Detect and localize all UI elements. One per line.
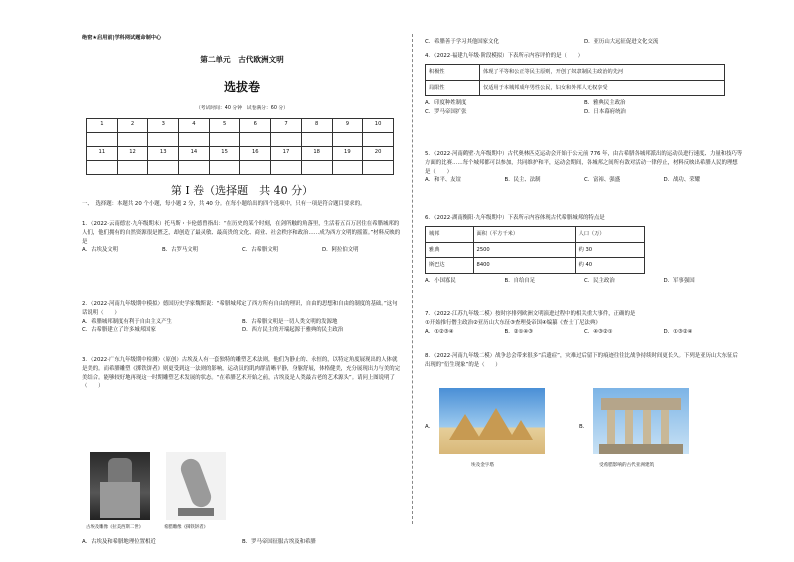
question-stem: 7．（2022·江苏九年级二模）按时序排列欧洲文明演进过程中的相关重大事件，正确的是 [425,311,636,317]
answer-cell: 8 [301,119,332,133]
question-1 [82,220,402,255]
answer-cell: 14 [179,147,210,161]
question-7 [425,310,743,336]
table-header: 人口（万） [575,226,644,242]
option-a-label[interactable]: A． [425,424,435,430]
answer-blank[interactable] [240,133,271,147]
question-options [82,538,402,547]
answer-blank[interactable] [240,161,271,175]
question-stem: 4．（2022·福建九年级·阶段模拟）下表所示内容评价的是（ ） [425,53,584,59]
option-a[interactable]: A．和平、友谊 [425,177,462,184]
answer-cell: 12 [117,147,148,161]
statue-figure [178,456,214,510]
time-info: （考试时间：40 分钟 试卷满分：60 分） [195,106,288,111]
answer-grid-row-1 [87,119,394,133]
right-column [425,34,743,534]
instructions [82,200,402,209]
table-row [426,64,725,80]
question-8-images [425,388,743,478]
question-options [425,99,743,117]
image-caption: 希腊雕像《掷铁饼者》 [164,525,208,530]
answer-cell: 10 [363,119,394,133]
answer-blank[interactable] [117,161,148,175]
answer-blank[interactable] [301,161,332,175]
option-d[interactable]: D．军事强国 [663,278,695,285]
table-cell: 约 30 [575,242,644,258]
option-a[interactable]: A．希腊城邦制度有利于自由主义产生 [82,318,172,325]
image-caption: 受希腊影响的古代亚洲建筑 [599,463,655,468]
answer-blank[interactable] [271,133,302,147]
table-cell: 2500 [473,242,575,258]
table-cell: 8400 [473,258,575,274]
image-caption: 古埃及雕像《拉美西斯二世》 [86,525,144,530]
option-c[interactable]: C．④③②① [584,328,613,335]
header-note: 绝密★启用前|学科网试题命制中心 [82,35,162,41]
option-b[interactable]: B．②①④③ [504,328,533,335]
option-c[interactable]: C．民主政治 [584,278,615,285]
option-b[interactable]: B．古希腊文明是一切人类文明的发源地 [242,318,338,325]
temple-column [661,410,669,444]
statue-base [178,508,214,516]
temple-column [625,410,633,444]
statue-head [108,458,132,484]
table-row [426,258,645,274]
option-c[interactable]: C．古希腊建立了许多城邦国家 [82,327,156,334]
table-cell: 约 40 [575,258,644,274]
answer-blank[interactable] [363,133,394,147]
question-stem: 1．（2022·云南德宏·九年级期末）托马斯・卡伦德曾指出：“在历史的某个时刻，在剑所触的角落里，生活着五百万居住在希腊城邦的人们，他们拥有的自然资源很是匮乏，却创造了最灵敏、最高贵的文化、商业、社会秩序和政治……成为西方文明的摇篮。”材料反映的是 [82,221,401,245]
option-a[interactable]: A．古埃及文明 [82,247,119,254]
option-c[interactable]: C．希腊善于学习其他国家文化 [425,39,499,45]
table-row [426,242,645,258]
option-b-label[interactable]: B． [579,424,589,430]
section-title: 第 I 卷（选择题 共 40 分） [170,184,314,197]
table-header-row [426,226,645,242]
answer-cell: 20 [363,147,394,161]
answer-grid-row-2 [87,147,394,161]
question-5 [425,150,743,185]
answer-blank[interactable] [179,133,210,147]
answer-blank[interactable] [179,161,210,175]
question-stem: 6．（2022·湖南衡阳·九年级期中）下表所示内容体现古代希腊城邦的特点是 [425,215,605,221]
option-b[interactable]: B．自给自足 [504,278,536,285]
answer-blank-row-1 [87,133,394,147]
pyramids-image[interactable] [439,388,545,454]
table-cell: 仅适用于本城邦成年男性公民，妇女和外邦人无权享受 [480,80,725,96]
answer-blank[interactable] [87,161,118,175]
answer-cell: 1 [87,119,118,133]
option-d[interactable]: D．亚历山大远征促进文化交流 [584,39,659,45]
option-a[interactable]: A．①②③④ [425,328,454,335]
answer-blank[interactable] [209,161,240,175]
question-stem: 3．（2022·广东九年级期中检测）（原创）古埃及人有一套独特的雕塑艺术法则，他们为静止的、永恒的，以特定角度展现出的人体就是美的。而希腊雕塑《掷铁饼者》则更受到这一法则的影响，运动员的肌肉群清晰平静，身躯舒展，体格健美，充分展现出力与美的完美结合。能够较好地再现这一时期雕塑艺术发展的状态。“在希腊艺术开始之前，古埃及是人类最古老的艺术源头”。请问上图说明了（ ） [82,357,401,390]
question-stem: 5．（2022·河南鹤壁·九年级期中）古代奥林匹克运动会开始于公元前 776 年，由古希腊各城邦派出的运动员进行速度、力量和技巧等方面的比赛……每个城邦都可以参加，共同维护和平，运动会期间，各城邦之间所有敌对活动一律停止，材料反映出希腊人民的理想是（ ） [425,151,743,175]
answer-cell: 19 [332,147,363,161]
table-cell: 斯巴达 [426,258,474,274]
answer-cell: 18 [301,147,332,161]
question-6 [425,214,743,286]
answer-cell: 13 [148,147,179,161]
answer-blank-row-2 [87,161,394,175]
question-options [425,277,743,286]
question-options [425,38,743,47]
question-3-images [84,452,404,534]
statue-body [100,482,140,518]
option-c[interactable]: C．富裕、强盛 [584,177,621,184]
answer-cell: 5 [209,119,240,133]
answer-blank[interactable] [87,133,118,147]
image-caption: 埃及金字塔 [471,463,494,468]
answer-blank[interactable] [117,133,148,147]
option-d[interactable]: D．西方民主的开端起源于雅典的民主政治 [242,327,344,334]
option-b[interactable]: B．古罗马文明 [162,247,199,254]
pyramid-shape [509,420,533,440]
option-a[interactable]: A．印度种姓制度 [425,100,467,107]
table-cell: 雅典 [426,242,474,258]
answer-cell: 2 [117,119,148,133]
answer-blank[interactable] [209,133,240,147]
answer-cell: 11 [87,147,118,161]
question-stem: 8．（2022·河南九年级二模）战争总会带来很多“后遗症”，灾难过后留下的痕迹往往比战争持续时间更长久。下列是亚历山大东征后出现的“衍生现象”的是（ ） [425,353,738,368]
answer-blank[interactable] [332,161,363,175]
column-divider [412,34,413,524]
table-cell: 体现了平等和公正等民主原则，开创了奴隶制民主政治的先河 [480,64,725,80]
question-stem: 2．（2022·河南九年级期中模拟）德国历史学家魏斯说：“希腊城邦定了西方所有自由的理识，自由的思想和自由的制度的基础。”这句话说明（ ） [82,301,398,316]
temple-floor [599,444,683,454]
table-header: 城邦 [426,226,474,242]
option-b[interactable]: B．罗马帝国征服古埃及和希腊 [242,539,316,545]
option-c[interactable]: C．古希腊文明 [242,247,279,254]
paper-title: 选拔卷 [223,80,260,94]
table-header: 面积（平方千米） [473,226,575,242]
question-8 [425,352,743,370]
option-d[interactable]: D．战功、荣耀 [663,177,700,184]
option-d[interactable]: D．日本幕府统治 [584,109,626,116]
answer-cell: 17 [271,147,302,161]
answer-cell: 4 [179,119,210,133]
option-b[interactable]: B．雅典民主政治 [584,100,626,107]
temple-column [607,410,615,444]
answer-cell: 7 [271,119,302,133]
question-events: ①开始推行僭主政治②亚历山大东征③查理曼帝国④编纂《查士丁尼法典》 [425,319,601,326]
q6-table [425,226,645,274]
question-2 [82,300,402,335]
answer-blank[interactable] [148,161,179,175]
pharaoh-statue-image [90,452,150,520]
question-4 [425,52,743,117]
answer-blank[interactable] [301,133,332,147]
answer-grid [86,118,394,175]
answer-blank[interactable] [148,133,179,147]
answer-blank[interactable] [363,161,394,175]
question-3-options-cont [425,38,743,47]
option-a[interactable]: A．小国寡民 [425,278,456,285]
temple-image[interactable] [593,388,689,454]
temple-column [643,410,651,444]
temple-roof [601,398,681,410]
option-b[interactable]: B．民主、法制 [504,177,541,184]
question-options [82,246,402,255]
question-options [425,176,743,185]
question-options [82,318,402,336]
table-cell: 积极性 [426,64,480,80]
option-c[interactable]: C．罗马帝国扩张 [425,109,467,116]
answer-blank[interactable] [271,161,302,175]
answer-cell: 9 [332,119,363,133]
question-3-options [82,538,402,547]
instructions-text: 一、 选择题：本题共 20 个小题，每小题 2 分，共 40 分。在每小题给出的四个选项中，只有一项是符合题目要求的。 [82,201,366,207]
question-options [425,328,743,337]
q4-table [425,64,725,97]
table-cell: 局限性 [426,80,480,96]
answer-cell: 6 [240,119,271,133]
discobolus-statue-image [166,452,226,520]
answer-cell: 3 [148,119,179,133]
question-3 [82,356,402,391]
left-column [82,34,402,545]
unit-title: 第二单元 古代欧洲文明 [200,55,284,64]
option-a[interactable]: A．古埃及和希腊地理位置相近 [82,539,156,545]
answer-cell: 15 [209,147,240,161]
option-d[interactable]: D．①③②④ [663,328,693,335]
option-d[interactable]: D．阿拉伯文明 [322,247,359,254]
answer-cell: 16 [240,147,271,161]
table-row [426,80,725,96]
answer-blank[interactable] [332,133,363,147]
